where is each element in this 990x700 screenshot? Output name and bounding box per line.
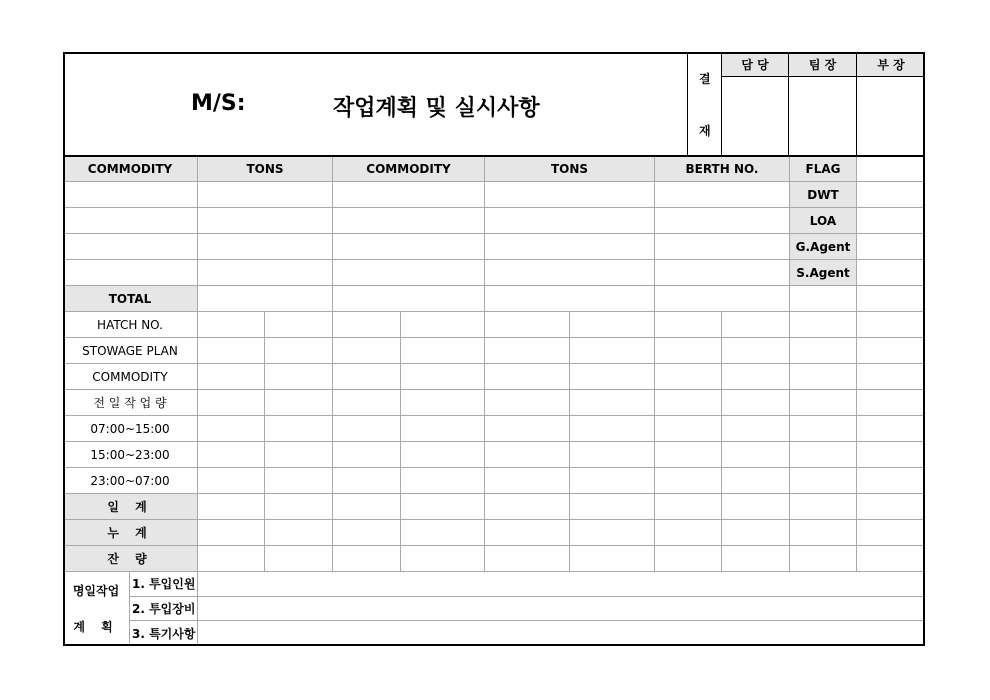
summary-entry-cell[interactable] [401, 494, 485, 520]
commodity-entry-cell[interactable] [655, 260, 790, 286]
commodity-entry-cell[interactable] [655, 182, 790, 208]
vessel-info-value[interactable] [857, 260, 925, 286]
total-value-cell[interactable] [198, 286, 333, 312]
work-entry-cell[interactable] [485, 442, 570, 468]
summary-entry-cell[interactable] [333, 520, 401, 546]
summary-entry-cell[interactable] [655, 520, 722, 546]
summary-row-label: 누 계 [63, 520, 198, 546]
column-header: TONS [485, 156, 655, 182]
commodity-entry-cell[interactable] [63, 260, 198, 286]
work-entry-cell[interactable] [655, 312, 722, 338]
commodity-entry-cell[interactable] [333, 234, 485, 260]
work-entry-cell[interactable] [655, 416, 722, 442]
work-entry-cell[interactable] [265, 468, 333, 494]
work-entry-cell[interactable] [655, 442, 722, 468]
work-entry-cell[interactable] [265, 416, 333, 442]
column-header: BERTH NO. [655, 156, 790, 182]
work-entry-cell[interactable] [198, 442, 265, 468]
summary-entry-cell[interactable] [790, 546, 857, 572]
total-label: TOTAL [63, 286, 198, 312]
work-entry-cell[interactable] [198, 416, 265, 442]
summary-entry-cell[interactable] [857, 494, 925, 520]
work-entry-cell[interactable] [722, 390, 790, 416]
work-entry-cell[interactable] [857, 390, 925, 416]
approver-role-1: 팀 장 [789, 52, 857, 77]
commodity-entry-cell[interactable] [333, 260, 485, 286]
plan-item-label: 2. 투입장비 [130, 597, 198, 622]
work-entry-cell[interactable] [198, 364, 265, 390]
work-entry-cell[interactable] [655, 390, 722, 416]
summary-entry-cell[interactable] [857, 520, 925, 546]
work-entry-cell[interactable] [198, 390, 265, 416]
total-value-cell[interactable] [485, 286, 655, 312]
summary-entry-cell[interactable] [265, 546, 333, 572]
total-value-cell[interactable] [333, 286, 485, 312]
work-entry-cell[interactable] [333, 338, 401, 364]
work-entry-cell[interactable] [790, 416, 857, 442]
summary-entry-cell[interactable] [570, 494, 655, 520]
commodity-entry-cell[interactable] [655, 208, 790, 234]
work-entry-cell[interactable] [722, 416, 790, 442]
work-entry-cell[interactable] [722, 312, 790, 338]
work-plan-form [63, 52, 925, 646]
work-entry-cell[interactable] [401, 364, 485, 390]
commodity-entry-cell[interactable] [63, 234, 198, 260]
work-entry-cell[interactable] [485, 338, 570, 364]
work-entry-cell[interactable] [570, 468, 655, 494]
work-entry-cell[interactable] [401, 312, 485, 338]
signature-box-0[interactable] [722, 77, 789, 156]
approval-label-bottom: 재 [699, 124, 711, 138]
work-entry-cell[interactable] [198, 312, 265, 338]
plan-item-field[interactable] [198, 621, 925, 646]
plan-item-label: 3. 특기사항 [130, 621, 198, 646]
work-entry-cell[interactable] [857, 312, 925, 338]
approver-role-0: 담 당 [722, 52, 789, 77]
summary-entry-cell[interactable] [333, 546, 401, 572]
summary-row-label: 잔 량 [63, 546, 198, 572]
work-entry-cell[interactable] [333, 468, 401, 494]
summary-row-label: 일 계 [63, 494, 198, 520]
vessel-info-label: G.Agent [790, 234, 857, 260]
work-entry-cell[interactable] [790, 468, 857, 494]
summary-entry-cell[interactable] [790, 494, 857, 520]
work-entry-cell[interactable] [333, 390, 401, 416]
summary-entry-cell[interactable] [722, 494, 790, 520]
vessel-title-prefix: M/S: [191, 91, 246, 116]
summary-entry-cell[interactable] [857, 546, 925, 572]
work-entry-cell[interactable] [401, 338, 485, 364]
work-entry-cell[interactable] [570, 312, 655, 338]
work-entry-cell[interactable] [655, 468, 722, 494]
work-entry-cell[interactable] [570, 390, 655, 416]
approval-label-box [687, 52, 722, 156]
work-entry-cell[interactable] [722, 364, 790, 390]
work-entry-cell[interactable] [198, 338, 265, 364]
vessel-info-value[interactable] [857, 234, 925, 260]
work-entry-cell[interactable] [333, 364, 401, 390]
commodity-entry-cell[interactable] [198, 182, 333, 208]
work-row-label: 07:00~15:00 [63, 416, 198, 442]
summary-entry-cell[interactable] [485, 520, 570, 546]
summary-entry-cell[interactable] [198, 520, 265, 546]
approver-role-2: 부 장 [857, 52, 925, 77]
commodity-entry-cell[interactable] [485, 260, 655, 286]
plan-item-field[interactable] [198, 597, 925, 622]
vessel-info-label: LOA [790, 208, 857, 234]
work-entry-cell[interactable] [790, 442, 857, 468]
vessel-info-value[interactable] [857, 182, 925, 208]
approval-label-top: 결 [699, 72, 711, 86]
page-title: 작업계획 및 실시사항 [333, 96, 540, 121]
vessel-info-label: S.Agent [790, 260, 857, 286]
commodity-entry-cell[interactable] [63, 208, 198, 234]
work-entry-cell[interactable] [485, 390, 570, 416]
work-entry-cell[interactable] [333, 416, 401, 442]
summary-entry-cell[interactable] [790, 520, 857, 546]
work-entry-cell[interactable] [485, 468, 570, 494]
summary-entry-cell[interactable] [722, 520, 790, 546]
work-entry-cell[interactable] [722, 338, 790, 364]
work-entry-cell[interactable] [655, 338, 722, 364]
work-entry-cell[interactable] [570, 416, 655, 442]
work-row-label: COMMODITY [63, 364, 198, 390]
vessel-info-label: FLAG [790, 156, 857, 182]
work-entry-cell[interactable] [333, 312, 401, 338]
work-entry-cell[interactable] [198, 468, 265, 494]
plan-item-field[interactable] [198, 572, 925, 597]
signature-box-1[interactable] [789, 77, 857, 156]
work-entry-cell[interactable] [857, 416, 925, 442]
work-entry-cell[interactable] [790, 338, 857, 364]
work-entry-cell[interactable] [857, 442, 925, 468]
title-divider [63, 155, 925, 157]
summary-entry-cell[interactable] [485, 546, 570, 572]
work-entry-cell[interactable] [265, 390, 333, 416]
summary-entry-cell[interactable] [655, 494, 722, 520]
summary-entry-cell[interactable] [265, 494, 333, 520]
work-entry-cell[interactable] [570, 442, 655, 468]
summary-entry-cell[interactable] [401, 546, 485, 572]
commodity-entry-cell[interactable] [485, 208, 655, 234]
summary-entry-cell[interactable] [722, 546, 790, 572]
work-entry-cell[interactable] [857, 338, 925, 364]
plan-label-top: 명일작업 [72, 583, 120, 598]
summary-entry-cell[interactable] [198, 546, 265, 572]
column-header: COMMODITY [333, 156, 485, 182]
commodity-entry-cell[interactable] [333, 208, 485, 234]
summary-entry-cell[interactable] [570, 546, 655, 572]
summary-entry-cell[interactable] [485, 494, 570, 520]
work-entry-cell[interactable] [570, 364, 655, 390]
commodity-entry-cell[interactable] [333, 182, 485, 208]
work-entry-cell[interactable] [265, 338, 333, 364]
work-entry-cell[interactable] [401, 468, 485, 494]
work-entry-cell[interactable] [790, 364, 857, 390]
work-entry-cell[interactable] [265, 442, 333, 468]
work-entry-cell[interactable] [655, 364, 722, 390]
plan-label-bottom: 계 획 [73, 620, 119, 635]
work-entry-cell[interactable] [857, 468, 925, 494]
work-entry-cell[interactable] [265, 364, 333, 390]
work-entry-cell[interactable] [722, 442, 790, 468]
total-value-cell[interactable] [655, 286, 790, 312]
work-entry-cell[interactable] [485, 416, 570, 442]
work-row-label: 23:00~07:00 [63, 468, 198, 494]
work-entry-cell[interactable] [722, 468, 790, 494]
work-row-label: HATCH NO. [63, 312, 198, 338]
commodity-entry-cell[interactable] [198, 234, 333, 260]
work-entry-cell[interactable] [570, 338, 655, 364]
work-entry-cell[interactable] [790, 390, 857, 416]
signature-box-2[interactable] [857, 77, 925, 156]
commodity-entry-cell[interactable] [63, 182, 198, 208]
work-entry-cell[interactable] [401, 442, 485, 468]
summary-entry-cell[interactable] [655, 546, 722, 572]
summary-entry-cell[interactable] [570, 520, 655, 546]
summary-entry-cell[interactable] [333, 494, 401, 520]
work-entry-cell[interactable] [333, 442, 401, 468]
commodity-entry-cell[interactable] [198, 208, 333, 234]
commodity-entry-cell[interactable] [485, 182, 655, 208]
summary-entry-cell[interactable] [265, 520, 333, 546]
vessel-info-label: DWT [790, 182, 857, 208]
work-entry-cell[interactable] [485, 312, 570, 338]
vessel-info-value[interactable] [857, 156, 925, 182]
work-entry-cell[interactable] [401, 416, 485, 442]
commodity-entry-cell[interactable] [198, 260, 333, 286]
total-value-cell[interactable] [790, 286, 857, 312]
work-entry-cell[interactable] [265, 312, 333, 338]
total-value-cell[interactable] [857, 286, 925, 312]
summary-entry-cell[interactable] [401, 520, 485, 546]
work-entry-cell[interactable] [790, 312, 857, 338]
work-entry-cell[interactable] [485, 364, 570, 390]
work-row-label: 15:00~23:00 [63, 442, 198, 468]
column-header: TONS [198, 156, 333, 182]
plan-item-label: 1. 투입인원 [130, 572, 198, 597]
vessel-info-value[interactable] [857, 208, 925, 234]
column-header: COMMODITY [63, 156, 198, 182]
commodity-entry-cell[interactable] [485, 234, 655, 260]
commodity-entry-cell[interactable] [655, 234, 790, 260]
next-day-plan-label [63, 572, 130, 646]
work-entry-cell[interactable] [857, 364, 925, 390]
work-entry-cell[interactable] [401, 390, 485, 416]
work-row-label: 전 일 작 업 량 [63, 390, 198, 416]
summary-entry-cell[interactable] [198, 494, 265, 520]
work-row-label: STOWAGE PLAN [63, 338, 198, 364]
